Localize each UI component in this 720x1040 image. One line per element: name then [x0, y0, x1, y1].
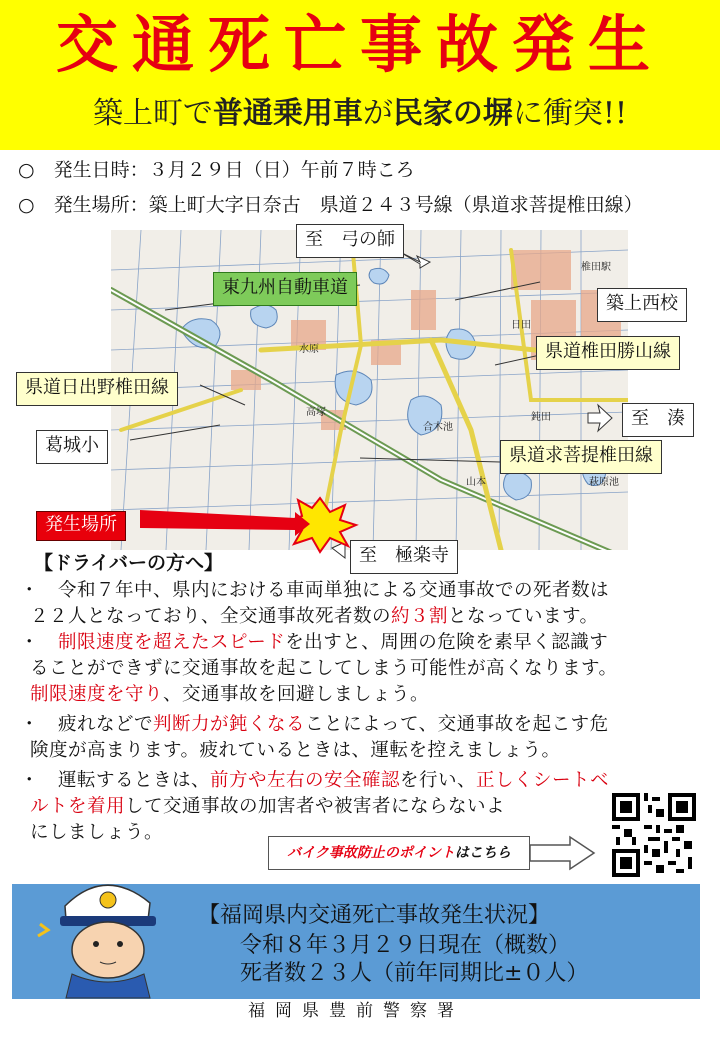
para-4-line-2: ルトを着用して交通事故の加害者や被害者にならないよ	[30, 796, 506, 817]
map-text-mizuhara: 水原	[299, 344, 319, 355]
page-title: 交通死亡事故発生	[55, 8, 664, 81]
qr-code-icon[interactable]	[612, 793, 696, 877]
para-3-line-2: 険度が高まります。疲れているときは、運転を控えましょう。	[30, 740, 561, 761]
para-1-line-2: ２２人となっており、全交通事故死者数の約３割となっています。	[30, 606, 599, 627]
label-kubote-shiida-road: 県道求菩提椎田線	[500, 440, 662, 474]
driver-heading: 【ドライバーの方へ】	[34, 552, 224, 574]
para-1-line-1: ・ 令和７年中、県内における車両単独による交通事故での死者数は	[20, 580, 610, 601]
map-text-takatsuka: 高塚	[306, 407, 326, 418]
stats-heading: 【福岡県内交通死亡事故発生状況】	[198, 903, 551, 928]
para-4-line-1: ・ 運転するときは、前方や左右の安全確認を行い、正しくシートベ	[20, 770, 610, 791]
map-text-gokiike: 合木池	[423, 422, 453, 433]
police-station-name: 福岡県豊前警察署	[248, 1001, 464, 1021]
label-shiida-katsuyama-road: 県道椎田勝山線	[536, 336, 680, 370]
stats-date-line: 令和８年３月２９日現在（概数）	[240, 933, 571, 958]
arrow-right-icon	[530, 835, 596, 871]
stats-deaths-line: 死者数２３人（前年同期比±０人）	[240, 961, 589, 986]
map-text-yamamoto: 山本	[466, 477, 486, 488]
para-4-line-3: にしましょう。	[30, 822, 164, 843]
label-chikujo-nishi-school: 築上西校	[597, 288, 687, 322]
para-3-line-1: ・ 疲れなどで判断力が鈍くなることによって、交通事故を起こす危	[20, 714, 609, 735]
police-mascot-icon	[30, 858, 180, 1008]
page-subtitle: 築上町で普通乗用車が民家の塀に衝突!!	[92, 96, 628, 131]
para-2-line-3: 制限速度を守り、交通事故を回避しましょう。	[30, 684, 430, 705]
label-to-minato: 至 湊	[622, 403, 694, 437]
label-katsuragi-school: 葛城小	[36, 430, 108, 464]
label-to-yuminoshi: 至 弓の師	[296, 224, 404, 258]
label-accident-site: 発生場所	[36, 511, 126, 541]
label-to-gokurakuji: 至 極楽寺	[350, 540, 458, 574]
map-text-hagiwaraike: 萩原池	[589, 477, 619, 488]
map-text-hita: 日田	[511, 320, 531, 331]
info-place: ○ 発生場所：築上町大字日奈古 県道２４３号線（県道求菩提椎田線）	[18, 194, 643, 216]
bike-safety-link[interactable]: バイク事故防止のポイントはこちら	[268, 836, 530, 870]
info-date: ○ 発生日時：３月２９日（日）午前７時ころ	[18, 159, 415, 181]
label-expressway: 東九州自動車道	[213, 272, 357, 306]
label-hijino-shiida-road: 県道日出野椎田線	[16, 372, 178, 406]
map-text-shiida-station: 椎田駅	[581, 262, 611, 273]
para-2-line-2: ることができずに交通事故を起こしてしまう可能性が高くなります。	[30, 658, 618, 679]
para-2-line-1: ・ 制限速度を超えたスピードを出すと、周囲の危険を素早く認識す	[20, 632, 609, 653]
map-text-nibuta: 鈍田	[531, 412, 551, 423]
